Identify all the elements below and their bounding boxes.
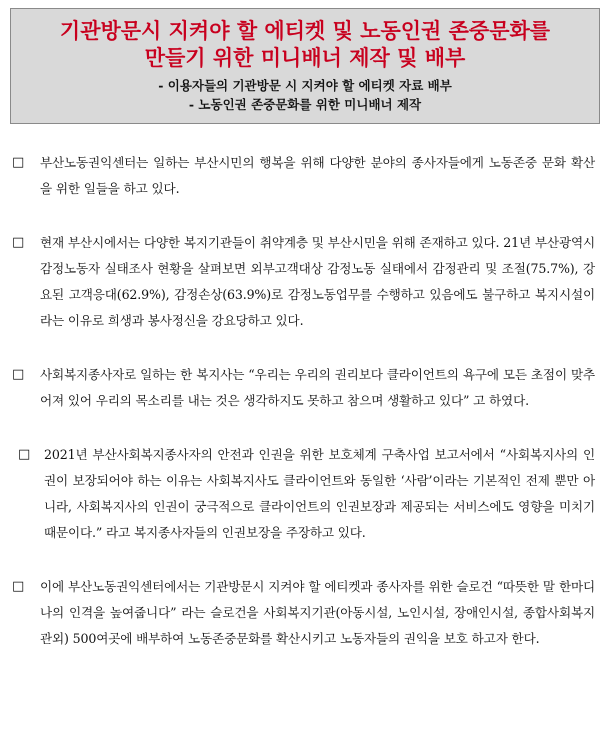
checkbox-bullet-icon: □ [12,235,25,250]
paragraph-text: 부산노동권익센터는 일하는 부산시민의 행복을 위해 다양한 분야의 종사자들에게 노동존중 문화 확산을 위한 일들을 하고 있다. [40,155,595,196]
document-title-line-1: 기관방문시 지켜야 할 에티켓 및 노동인권 존중문화를 [59,19,551,43]
checkbox-bullet-icon: □ [12,155,25,170]
checkbox-bullet-icon: □ [18,447,31,462]
checkbox-bullet-icon: □ [12,579,25,594]
paragraph-report-2021 [10,442,595,546]
checkbox-bullet-icon: □ [12,367,25,382]
paragraph-text: 2021년 부산사회복지종사자의 안전과 인권을 위한 보호체계 구축사업 보고서에서 “사회복지사의 인권이 보장되어야 하는 이유는 사회복지사도 클라이언트와 동일한 ‘사람’이라는 기본적인 전제 뿐만 아니라, 사회복지사의 인권이 궁극적으로 클라이언트의 인권보장과 제공되는 서비스에도 영향을 미치기 때문이다.” 라고 복지종사자들의 인권보장을 주장하고 있다. [44,447,595,540]
title-box [10,8,600,124]
paragraph-campaign [10,574,595,652]
subtitle-item: - 이용자들의 기관방문 시 지켜야 할 에티켓 자료 배부 [158,78,452,93]
paragraph-intro [10,150,595,202]
paragraph-text: 이에 부산노동권익센터에서는 기관방문시 지켜야 할 에티켓과 종사자를 위한 슬로건 “따뜻한 말 한마디 나의 인격을 높여줍니다” 라는 슬로건을 사회복지기관(아동시설, 노인시설, 장애인시설, 종합사회복지관외) 500여곳에 배부하여 노동존중문화를 확산시키고 노동자들의 권익을 보호 하고자 한다. [40,579,595,646]
document-body [10,150,595,680]
paragraph-text: 사회복지종사자로 일하는 한 복지사는 “우리는 우리의 권리보다 클라이언트의 욕구에 모든 초점이 맞추어져 있어 우리의 목소리를 내는 것은 생각하지도 못하고 참으며 생활하고 있다” 고 하였다. [40,367,595,408]
subtitle-list [11,76,599,114]
document-title-line-2: 만들기 위한 미니배너 제작 및 배부 [144,46,466,70]
paragraph-text: 현재 부산시에서는 다양한 복지기관들이 취약계층 및 부산시민을 위해 존재하고 있다. 21년 부산광역시 감정노동자 실태조사 현황을 살펴보면 외부고객대상 감정노동 실태에서 감정관리 및 조절(75.7%), 강요된 고객응대(62.9%), 감정손상(63.9%)로 감정노동업무를 수행하고 있음에도 불구하고 복지시설이라는 이유로 희생과 봉사정신을 강요당하고 있다. [40,235,595,328]
paragraph-current-status [10,230,595,334]
paragraph-social-worker-quote [10,362,595,414]
subtitle-item: - 노동인권 존중문화를 위한 미니배너 제작 [188,97,422,112]
